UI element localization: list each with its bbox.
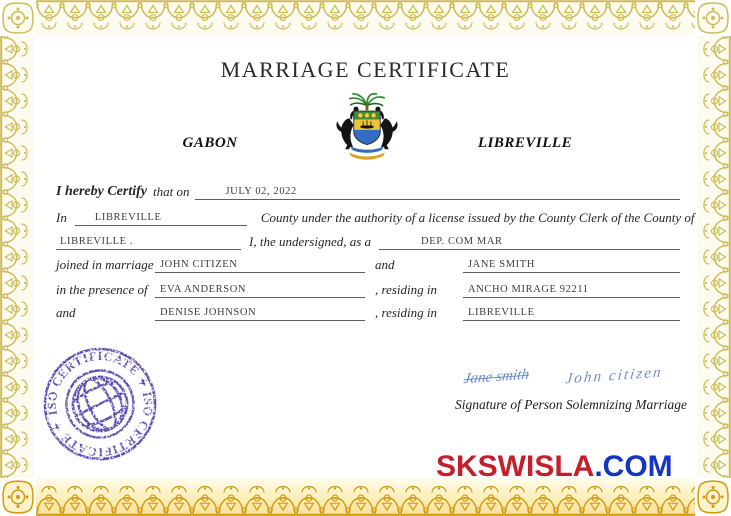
spouse1-field: JOHN CITIZEN: [155, 257, 365, 273]
border-corner-top-left: [0, 0, 36, 36]
signature-spouse2: Jane smith: [462, 366, 530, 388]
officiant-title-field: DEP. COM MAR: [379, 234, 680, 250]
border-corner-top-right: [695, 0, 731, 36]
date-field: JULY 02, 2022: [195, 184, 680, 200]
stamp-ring-text: ISO CERTIFICATE ✦ ISO CERTIFICATE ✦: [44, 348, 156, 460]
certify-bold-label: I hereby Certify: [56, 184, 147, 199]
watermark: [436, 450, 673, 484]
watermark-tld: .COM: [594, 450, 673, 483]
certificate-title: MARRIAGE CERTIFICATE: [220, 57, 511, 82]
watermark-site: SKSWISLA: [436, 450, 595, 483]
county-field-2: LIBREVILLE .: [56, 234, 241, 250]
form-row-county: [56, 209, 695, 226]
form-row-undersigned: [56, 233, 680, 250]
form-row-spouses: [56, 256, 680, 273]
border-corner-bottom-right: [695, 478, 731, 516]
spouse2-field: JANE SMITH: [463, 257, 680, 273]
witness2-field: DENISE JOHNSON: [155, 305, 365, 321]
form-row-certify: [56, 183, 680, 200]
presence-label: in the presence of: [56, 282, 148, 297]
and-label: and: [375, 257, 395, 272]
undersigned-label: I, the undersigned, as a: [249, 234, 372, 249]
gabon-coat-of-arms-icon: [328, 90, 406, 168]
form-row-witness2: [56, 304, 680, 321]
signature-caption: Signature of Person Solemnizing Marriage: [455, 397, 687, 412]
border-left-ornament: [0, 36, 34, 478]
county-clause-text: County under the authority of a license issued by the County Clerk of the County of: [260, 210, 695, 225]
and-label-2: and: [56, 305, 76, 320]
border-right-ornament: [697, 36, 731, 478]
residing-label-1: , residing in: [375, 282, 437, 297]
witness1-field: EVA ANDERSON: [155, 282, 365, 298]
globe-icon: [64, 368, 136, 440]
border-top-ornament: [36, 0, 695, 36]
residing-label-2: , residing in: [375, 305, 437, 320]
form-row-witness1: [56, 281, 680, 298]
iso-certificate-stamp: [25, 329, 175, 479]
border-corner-bottom-left: [0, 478, 36, 516]
city-label: LIBREVILLE: [477, 135, 573, 151]
witness1-residence-field: ANCHO MIRAGE 92211: [463, 282, 680, 298]
joined-label: joined in marriage: [56, 257, 154, 272]
county-field: LIBREVILLE: [75, 210, 247, 226]
witness2-residence-field: LIBREVILLE: [463, 305, 680, 321]
that-on-label: that on: [152, 184, 190, 199]
signature-spouse1: John citizen: [564, 364, 664, 388]
country-label: GABON: [182, 135, 238, 151]
in-label: In: [56, 210, 67, 225]
